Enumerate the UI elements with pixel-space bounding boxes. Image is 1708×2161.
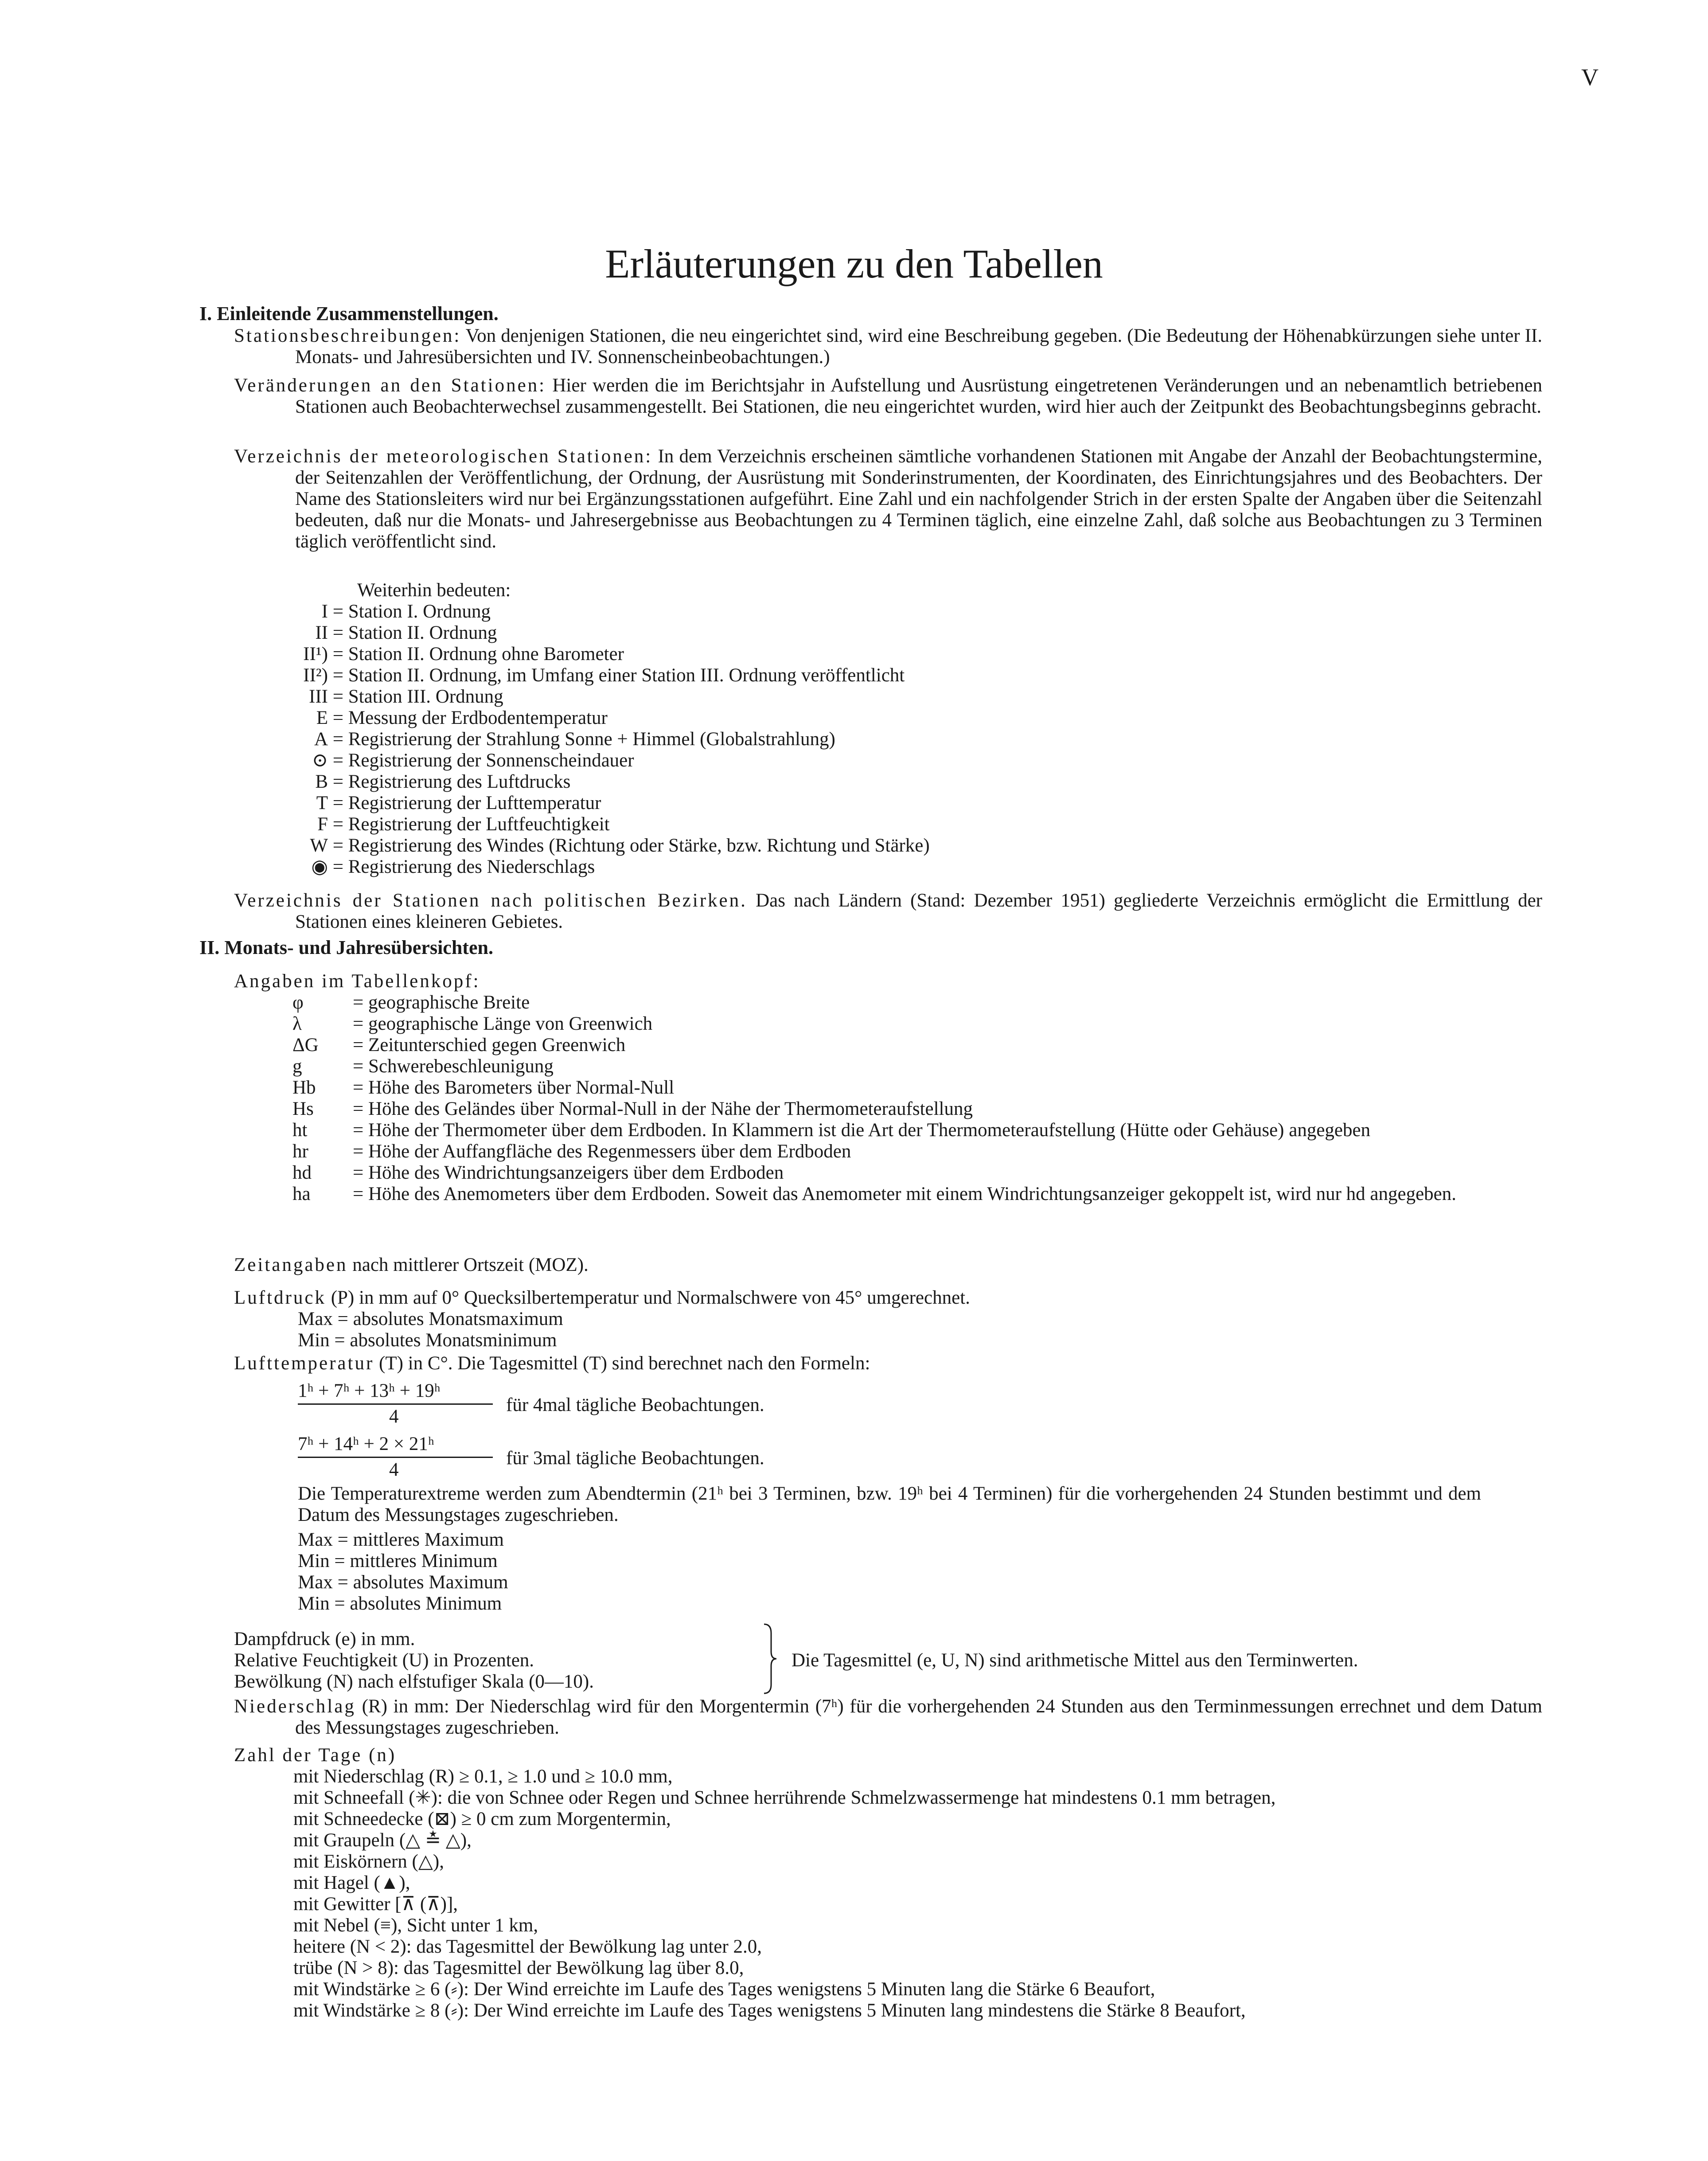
legend-text: = Registrierung der Strahlung Sonne + Himmel (Globalstrahlung) [332,729,835,750]
header-text: = Höhe der Thermometer über dem Erdboden. In Klammern ist die Art der Thermometeraufstellung (Hütte oder Gehäuse) angegeben [353,1120,1371,1141]
cloud-cover: Bewölkung (N) nach elfstufiger Skala (0—10). [234,1671,594,1692]
days-item: mit Nebel (≡), Sicht unter 1 km, [293,1915,538,1936]
header-key: ha [292,1184,311,1204]
temperature-line [234,1353,870,1374]
legend-key: III [309,686,328,707]
temperature-item: Min = absolutes Minimum [298,1593,502,1614]
legend-text: = Station II. Ordnung [332,622,497,643]
page-number: V [1581,64,1599,90]
legend-key: T [316,793,328,813]
legend-row [284,835,930,856]
formula-4-label: für 4mal tägliche Beobachtungen. [506,1395,764,1415]
term-precipitation: Niederschlag [234,1696,356,1717]
header-key: ht [292,1120,308,1141]
legend-text: = Station II. Ordnung ohne Barometer [332,644,624,664]
term-political-districts: Verzeichnis der Stationen nach politischen Bezirken. [234,890,747,911]
paragraph-station-changes [234,375,1542,418]
legend-key: F [317,814,328,835]
time-line [234,1254,589,1276]
days-item: heitere (N < 2): das Tagesmittel der Bewölkung lag unter 2.0, [293,1936,762,1957]
text-station-list: In dem Verzeichnis erscheinen sämtliche vorhandenen Stationen mit Angabe der Anzahl der Beobachtungstermine, der Seitenzahlen der Veröffentlichung, der Ordnung, der Ausrüstung mit Sonderinstrumenten, der Koordinaten, des Einrichtungsjahres und des Beobachters. Der Name des Stationsleiters wird nur bei Ergänzungsstationen aufgeführt. Eine Zahl und ein nachfolgender Strich in der ersten Spalte der Angaben über die Seitenzahl bedeuten, daß nur die Monats- und Jahresergebnisse aus Beobachtungen zu 4 Terminen täglich, eine einzelne Zahl, daß solche aus Beobachtungen zu 3 Terminen täglich veröffentlicht sind. [295,446,1542,552]
section-heading-2: II. Monats- und Jahresübersichten. [199,937,493,958]
temperature-item: Max = absolutes Maximum [298,1572,508,1593]
temperature-extremes-list [298,1529,508,1614]
legend-intro: Weiterhin bedeuten: [357,580,511,601]
term-number-of-days: Zahl der Tage (n) [234,1745,397,1766]
header-item [292,1013,1485,1035]
text-temperature: (T) in C°. Die Tagesmittel (T) sind berechnet nach den Formeln: [379,1353,870,1374]
term-station-changes: Veränderungen an den Stationen: [234,375,546,396]
formula-4-terms [298,1380,502,1429]
fraction-bar [298,1457,493,1458]
header-key: Hs [292,1098,314,1119]
legend-key: II [315,622,328,643]
header-item [292,1184,1485,1205]
right-brace [761,1622,779,1695]
legend-key: II²) [303,665,328,686]
text-pressure: (P) in mm auf 0° Quecksilbertemperatur und Normalschwere von 45° umgerechnet. [331,1287,970,1308]
term-table-header: Angaben im Tabellenkopf: [234,971,480,992]
text-precipitation: (R) in mm: Der Niederschlag wird für den Morgentermin (7ʰ) für die vorhergehenden 24 Stunden aus den Terminmessungen errechnet und dem Datum des Messungstages zugeschrieben. [295,1696,1542,1738]
legend-row [284,644,930,665]
temperature-item: Max = mittleres Maximum [298,1529,504,1550]
header-text: = Höhe des Geländes über Normal-Null in der Nähe der Thermometeraufstellung [353,1098,973,1119]
formula-denominator: 4 [389,1406,399,1427]
temperature-extremes-text: Die Temperaturextreme werden zum Abendtermin (21ʰ bei 3 Terminen, bzw. 19ʰ bei 4 Terminen) für die vorhergehenden 24 Stunden bestimmt und dem Datum des Messungstages zugeschrieben. [298,1483,1481,1525]
legend-row [284,707,930,729]
formula-3-label: für 3mal tägliche Beobachtungen. [506,1448,764,1469]
header-text: = geographische Breite [353,992,530,1013]
text-station-descriptions: Von denjenigen Stationen, die neu eingerichtet sind, wird eine Beschreibung gegeben. (Die Bedeutung der Höhenabkürzungen siehe unter II. Monats- und Jahresübersichten und IV. Sonnenscheinbeobachtungen.) [295,325,1542,367]
header-text: = Höhe der Auffangfläche des Regenmessers über dem Erdboden [353,1141,851,1162]
header-text: = Höhe des Barometers über Normal-Null [353,1077,675,1098]
header-item [292,1077,1485,1098]
days-item: mit Windstärke ≥ 6 (⸗): Der Wind erreichte im Laufe des Tages wenigstens 5 Minuten lang die Stärke 6 Beaufort, [293,1979,1155,2000]
text-political-districts: Das nach Ländern (Stand: Dezember 1951) gegliederte Verzeichnis ermöglicht die Ermittlung der Stationen eines kleineren Gebietes. [295,890,1542,932]
header-key: hd [292,1162,312,1183]
formula-denominator: 4 [389,1459,399,1480]
legend-key: I [321,601,328,622]
legend-row [284,729,930,750]
header-item [292,1056,1485,1077]
header-text: = Höhe des Windrichtungsanzeigers über dem Erdboden [353,1162,784,1183]
daily-means-note: Die Tagesmittel (e, U, N) sind arithmetische Mittel aus den Terminwerten. [792,1650,1358,1671]
legend-row [284,622,930,644]
days-item: mit Eiskörnern (△), [293,1851,444,1872]
legend-row [284,601,930,622]
legend-text: = Station III. Ordnung [332,686,503,707]
days-item: mit Gewitter [⊼ (⊼)], [293,1894,458,1915]
vapour-pressure: Dampfdruck (e) in mm. [234,1629,415,1649]
paragraph-political-districts [234,890,1542,933]
formula-numerator: 7ʰ + 14ʰ + 2 × 21ʰ [298,1434,434,1454]
header-item [292,1035,1485,1056]
legend-text: = Station I. Ordnung [332,601,491,622]
paragraph-precipitation [234,1696,1542,1739]
days-item: trübe (N > 8): das Tagesmittel der Bewölkung lag über 8.0, [293,1958,744,1978]
legend-text: = Registrierung des Niederschlags [332,856,595,877]
days-item: mit Niederschlag (R) ≥ 0.1, ≥ 1.0 und ≥ 10.0 mm, [293,1766,673,1787]
header-item [292,1098,1485,1120]
term-station-descriptions: Stationsbeschreibungen: [234,325,461,346]
legend-key: A [314,729,328,750]
relative-humidity: Relative Feuchtigkeit (U) in Prozenten. [234,1650,534,1671]
pressure-max: Max = absolutes Monatsmaximum [298,1309,563,1329]
legend-row [284,814,930,835]
paragraph-station-descriptions [234,325,1542,368]
days-list [293,1766,1275,2021]
header-key: λ [292,1013,302,1034]
header-text: = Höhe des Anemometers über dem Erdboden. Soweit das Anemometer mit einem Windrichtungsanzeiger gekoppelt ist, wird nur hd angegeben. [353,1184,1457,1204]
term-pressure: Luftdruck [234,1287,326,1308]
legend-text: = Registrierung des Luftdrucks [332,771,571,792]
formula-3-terms [298,1434,502,1482]
sunshine-icon: ⊙ [312,750,328,771]
legend-key: B [315,771,328,792]
legend-text: = Registrierung des Windes (Richtung oder Stärke, bzw. Richtung und Stärke) [332,835,930,856]
legend-list [284,601,930,878]
header-text: = Zeitunterschied gegen Greenwich [353,1035,626,1055]
temperature-item: Min = mittleres Minimum [298,1551,498,1571]
text-station-changes: Hier werden die im Berichtsjahr in Aufstellung und Ausrüstung eingetretenen Veränderungen und an nebenamtlich betriebenen Stationen auch Beobachterwechsel zusammengestellt. Bei Stationen, die neu eingerichtet wurden, wird hier auch der Zeitpunkt des Beobachtungsbeginns gebracht. [295,375,1542,417]
formula-numerator: 1ʰ + 7ʰ + 13ʰ + 19ʰ [298,1380,441,1401]
term-time: Zeitangaben [234,1254,348,1275]
legend-row [284,793,930,814]
header-text: = Schwerebeschleunigung [353,1056,554,1077]
legend-row [284,771,930,793]
legend-key: W [310,835,328,856]
legend-text: = Registrierung der Luftfeuchtigkeit [332,814,610,835]
legend-key: E [316,707,328,728]
pressure-line [234,1287,970,1309]
section-heading-1: I. Einleitende Zusammenstellungen. [199,303,499,324]
days-item: mit Schneefall (✳): die von Schnee oder Regen und Schnee herrührende Schmelzwassermenge hat mindestens 0.1 mm betragen, [293,1787,1276,1808]
precipitation-icon: ◉ [311,856,328,877]
fraction-bar [298,1403,493,1405]
header-key: hr [292,1141,308,1162]
term-temperature: Lufttemperatur [234,1353,374,1374]
legend-text: = Registrierung der Sonnenscheindauer [332,750,634,771]
header-key: φ [292,992,304,1013]
legend-row [284,665,930,686]
header-item [292,1141,1485,1162]
header-item [292,1120,1485,1141]
legend-row [284,686,930,707]
legend-row [284,750,930,771]
header-key: ΔG [292,1035,319,1055]
days-item: mit Windstärke ≥ 8 (⸗): Der Wind erreichte im Laufe des Tages wenigstens 5 Minuten lang mindestens die Stärke 8 Beaufort, [293,2000,1246,2021]
days-item: mit Schneedecke (⊠) ≥ 0 cm zum Morgentermin, [293,1809,671,1829]
paragraph-station-list [234,446,1542,552]
header-text: = geographische Länge von Greenwich [353,1013,653,1034]
pressure-min: Min = absolutes Monatsminimum [298,1330,557,1351]
header-item [292,1162,1485,1184]
days-item: mit Graupeln (△ ≛ △), [293,1830,472,1851]
header-item [292,992,1485,1013]
header-key: g [292,1056,302,1077]
days-item: mit Hagel (▲), [293,1872,410,1893]
text-time: nach mittlerer Ortszeit (MOZ). [352,1254,589,1275]
header-key: Hb [292,1077,316,1098]
term-station-list: Verzeichnis der meteorologischen Stationen: [234,446,653,467]
header-items-list [292,992,1485,1205]
legend-text: = Messung der Erdbodentemperatur [332,707,608,728]
legend-text: = Station II. Ordnung, im Umfang einer Station III. Ordnung veröffentlicht [332,665,905,686]
legend-key: II¹) [303,644,328,664]
page-title: Erläuterungen zu den Tabellen [605,241,1103,286]
legend-text: = Registrierung der Lufttemperatur [332,793,601,813]
legend-row [284,856,930,878]
